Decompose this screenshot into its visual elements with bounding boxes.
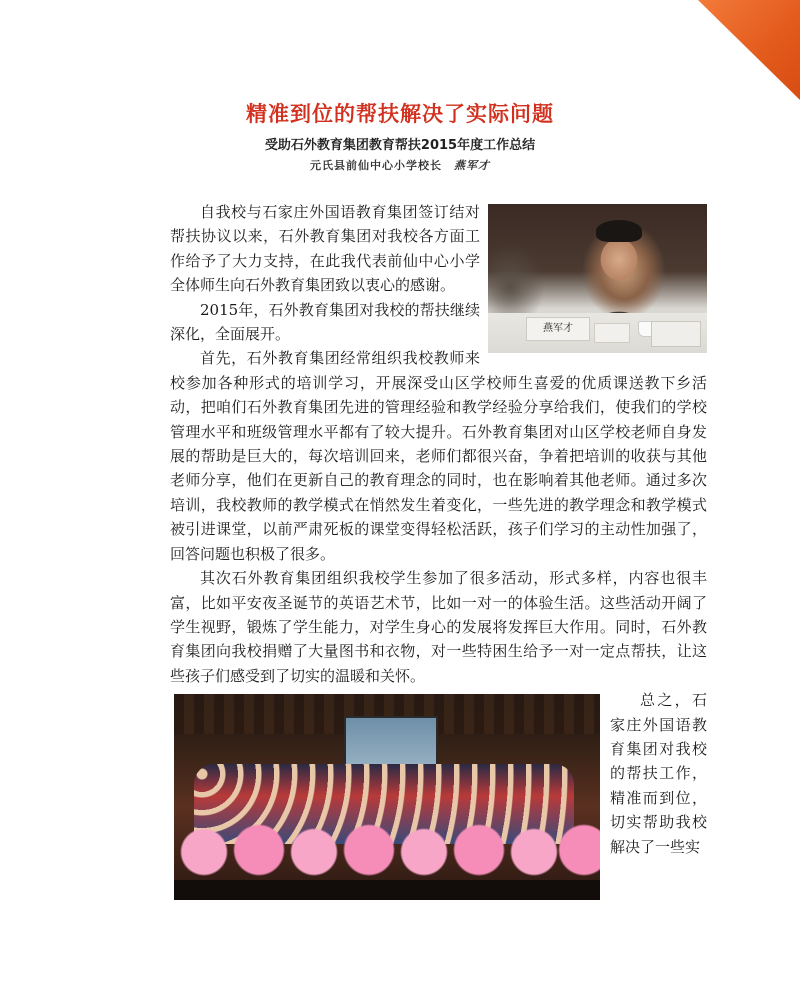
article-subtitle: 受助石外教育集团教育帮扶2015年度工作总结 xyxy=(264,138,536,153)
nameplate: 燕军才 xyxy=(526,317,590,341)
paragraph-1: 自我校与石家庄外国语教育集团签订结对帮扶协议以来，石外教育集团对我校各方面工作给予了大力支持，在此我代表前仙中心小学全体师生向石外教育集团致以衷心的感谢。 xyxy=(170,203,480,295)
article-title: 精准到位的帮扶解决了实际问题 xyxy=(246,101,554,126)
speaker-hair xyxy=(596,220,642,242)
article-body xyxy=(170,200,707,906)
performance-photo xyxy=(174,694,600,900)
corner-decoration xyxy=(698,0,800,100)
pink-flower-props xyxy=(174,812,600,882)
article-header xyxy=(0,98,800,173)
paragraph-3: 首先，石外教育集团经常组织我校教师来校参加各种形式的培训学习，开展深受山区学校师生喜爱的优质课送教下乡活动，把咱们石外教育集团先进的管理经验和教学经验分享给我们，使我们的学校管理水平和班级管理水平都有了较大提升。石外教育集团对山区学校老师自身发展的帮助是巨大的，每次培训回来，老师们都很兴奋，争着把培训的收获与其他老师分享，他们在更新自己的教育理念的同时，也在影响着其他老师。通过多次培训，我校教师的教学模式在悄然发生着变化，一些先进的教学理念和教学模式被引进课堂，以前严肃死板的课堂变得轻松活跃，孩子们学习的主动性加强了，回答问题也积极了很多。 xyxy=(170,349,707,563)
paper-stack xyxy=(651,321,701,347)
paragraph-4: 其次石外教育集团组织我校学生参加了很多活动，形式多样，内容也很丰富，比如平安夜圣诞节的英语艺术节，比如一对一的体验生活。这些活动开阔了学生视野，锻炼了学生能力，对学生身心的发展将发挥巨大作用。同时，石外教育集团向我校捐赠了大量图书和衣物，对一些特困生给予一对一定点帮扶，让这些孩子们感受到了切实的温暖和关怀。 xyxy=(170,569,707,685)
meeting-photo xyxy=(488,204,707,353)
article-author xyxy=(0,157,800,173)
paragraph-2: 2015年，石外教育集团对我校的帮扶继续深化，全面展开。 xyxy=(170,300,480,344)
stage-floor xyxy=(174,880,600,900)
nameplate-secondary xyxy=(594,323,630,343)
author-role: 元氏县前仙中心小学校长 xyxy=(310,159,442,172)
paragraph-5: 总之，石家庄外国语教育集团对我校的帮扶工作，精准而到位，切实帮助我校解决了一些实 xyxy=(610,691,707,856)
author-name: 燕军才 xyxy=(454,159,490,172)
